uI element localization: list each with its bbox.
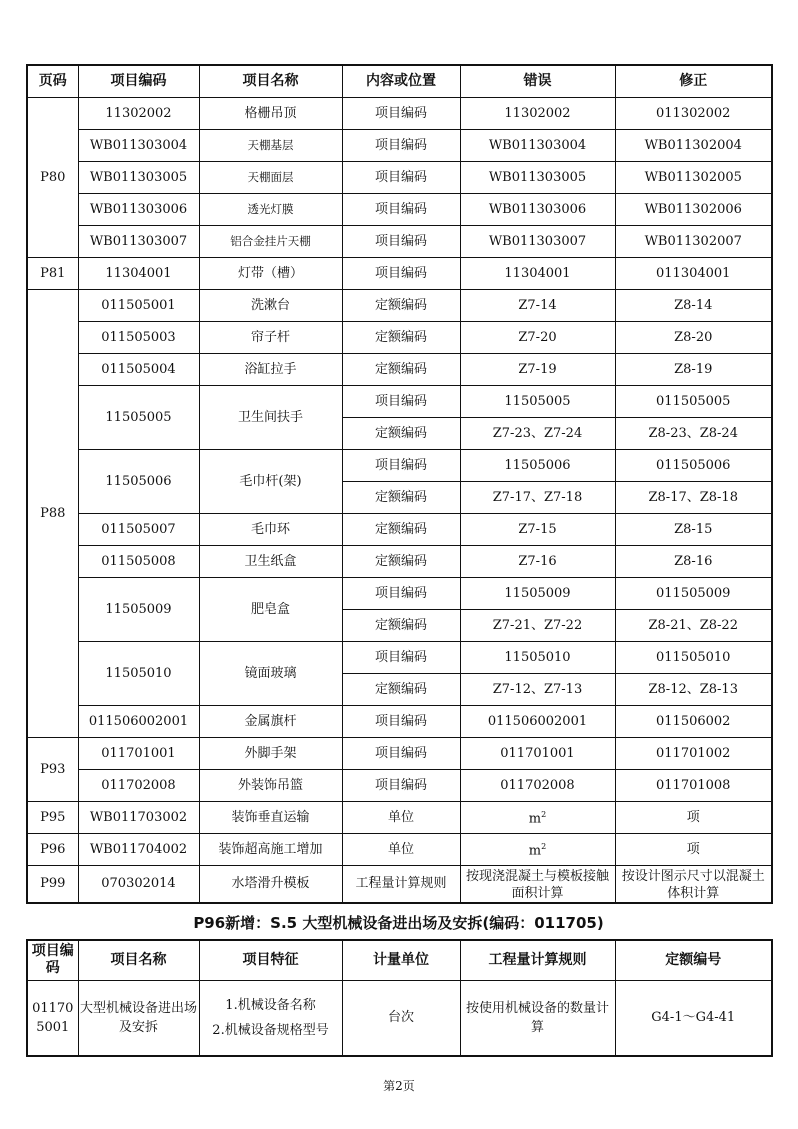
table-row — [27, 577, 772, 609]
wrong-cell: Z7-12、Z7-13 — [460, 673, 615, 705]
wrong-cell: Z7-23、Z7-24 — [460, 417, 615, 449]
new-item-table — [26, 939, 773, 1057]
page-cell: P88 — [27, 289, 78, 737]
location-cell: 项目编码 — [342, 161, 460, 193]
location-cell: 项目编码 — [342, 193, 460, 225]
page-cell: P93 — [27, 737, 78, 801]
code-cell: 11505010 — [78, 641, 199, 705]
table-row — [27, 737, 772, 769]
header-item-feature: 项目特征 — [199, 940, 342, 980]
feature-line-2: 2.机械设备规格型号 — [212, 1022, 329, 1038]
page-cell: P99 — [27, 865, 78, 903]
fix-cell: WB011302007 — [615, 225, 772, 257]
table-row — [27, 193, 772, 225]
header-wrong: 错误 — [460, 65, 615, 97]
unit-superscript: 2 — [541, 842, 547, 852]
table-row — [27, 225, 772, 257]
location-cell: 定额编码 — [342, 481, 460, 513]
wrong-cell: 011506002001 — [460, 705, 615, 737]
table-row — [27, 833, 772, 865]
fix-cell: Z8-16 — [615, 545, 772, 577]
wrong-cell: Z7-19 — [460, 353, 615, 385]
feature-line-1: 1.机械设备名称 — [225, 997, 316, 1013]
location-cell: 项目编码 — [342, 97, 460, 129]
wrong-cell: WB011303007 — [460, 225, 615, 257]
wrong-cell: WB011303006 — [460, 193, 615, 225]
fix-cell: Z8-21、Z8-22 — [615, 609, 772, 641]
location-cell: 项目编码 — [342, 129, 460, 161]
table-row — [27, 257, 772, 289]
code-cell: 011505007 — [78, 513, 199, 545]
name-cell: 装饰垂直运输 — [199, 801, 342, 833]
wrong-cell: 11302002 — [460, 97, 615, 129]
header-code: 项目编码 — [78, 65, 199, 97]
wrong-cell: 11505005 — [460, 385, 615, 417]
name-cell: 镜面玻璃 — [199, 641, 342, 705]
name-cell: 肥皂盒 — [199, 577, 342, 641]
table-row — [27, 97, 772, 129]
page-cell: P96 — [27, 833, 78, 865]
header-page: 页码 — [27, 65, 78, 97]
code-cell: 011702008 — [78, 769, 199, 801]
wrong-cell: 011702008 — [460, 769, 615, 801]
table-row — [27, 353, 772, 385]
wrong-cell: 11505009 — [460, 577, 615, 609]
wrong-cell: Z7-16 — [460, 545, 615, 577]
header-location: 内容或位置 — [342, 65, 460, 97]
name-cell: 洗漱台 — [199, 289, 342, 321]
wrong-cell: Z7-14 — [460, 289, 615, 321]
name-cell: 外脚手架 — [199, 737, 342, 769]
wrong-cell: 11505010 — [460, 641, 615, 673]
fix-cell: WB011302006 — [615, 193, 772, 225]
fix-cell: 011505010 — [615, 641, 772, 673]
fix-cell: 011304001 — [615, 257, 772, 289]
name-cell: 金属旗杆 — [199, 705, 342, 737]
name-cell: 灯带（槽） — [199, 257, 342, 289]
name-cell: 透光灯膜 — [199, 193, 342, 225]
fix-cell: Z8-15 — [615, 513, 772, 545]
wrong-cell: Z7-17、Z7-18 — [460, 481, 615, 513]
code-cell: 011701001 — [78, 737, 199, 769]
name-cell: 毛巾环 — [199, 513, 342, 545]
code-cell: WB011303006 — [78, 193, 199, 225]
fix-cell: 按设计图示尺寸以混凝土体积计算 — [615, 865, 772, 903]
fix-cell: WB011302005 — [615, 161, 772, 193]
location-cell: 定额编码 — [342, 609, 460, 641]
name-cell: 装饰超高施工增加 — [199, 833, 342, 865]
location-cell: 项目编码 — [342, 385, 460, 417]
fix-cell: 011701008 — [615, 769, 772, 801]
section-title: P96新增：S.5 大型机械设备进出场及安拆(编码：011705) — [193, 914, 604, 932]
fix-cell: 项 — [615, 833, 772, 865]
item-feature-cell — [199, 980, 342, 1056]
wrong-cell: WB011303004 — [460, 129, 615, 161]
code-cell: WB011303005 — [78, 161, 199, 193]
code-cell: WB011703002 — [78, 801, 199, 833]
location-cell: 项目编码 — [342, 641, 460, 673]
rule-cell: 按使用机械设备的数量计算 — [460, 980, 615, 1056]
code-cell: 11505005 — [78, 385, 199, 449]
location-cell: 项目编码 — [342, 225, 460, 257]
fix-cell: 011505005 — [615, 385, 772, 417]
location-cell: 定额编码 — [342, 513, 460, 545]
table-header-row — [27, 65, 772, 97]
item-code-cell: 011705001 — [27, 980, 78, 1056]
location-cell: 定额编码 — [342, 545, 460, 577]
header-name: 项目名称 — [199, 65, 342, 97]
code-cell: 11505009 — [78, 577, 199, 641]
fix-cell: 011505009 — [615, 577, 772, 609]
location-cell: 项目编码 — [342, 449, 460, 481]
header-unit: 计量单位 — [342, 940, 460, 980]
page-cell: P81 — [27, 257, 78, 289]
name-cell: 铝合金挂片天棚 — [199, 225, 342, 257]
location-cell: 单位 — [342, 801, 460, 833]
unit-superscript: 2 — [541, 810, 547, 820]
name-cell: 外装饰吊篮 — [199, 769, 342, 801]
code-cell: 070302014 — [78, 865, 199, 903]
table-row — [27, 449, 772, 481]
fix-cell: Z8-12、Z8-13 — [615, 673, 772, 705]
location-cell: 工程量计算规则 — [342, 865, 460, 903]
table-row — [27, 321, 772, 353]
code-cell: 011506002001 — [78, 705, 199, 737]
name-cell: 天棚面层 — [199, 161, 342, 193]
code-cell: 011505001 — [78, 289, 199, 321]
page-cell: P80 — [27, 97, 78, 257]
table-row — [27, 769, 772, 801]
wrong-cell: Z7-20 — [460, 321, 615, 353]
fix-cell: 项 — [615, 801, 772, 833]
fix-cell: Z8-19 — [615, 353, 772, 385]
table-row — [27, 129, 772, 161]
quota-cell: G4-1～G4-41 — [615, 980, 772, 1056]
code-cell: 11304001 — [78, 257, 199, 289]
location-cell: 定额编码 — [342, 289, 460, 321]
unit-base: m — [528, 811, 542, 827]
fix-cell: Z8-20 — [615, 321, 772, 353]
code-cell: WB011704002 — [78, 833, 199, 865]
location-cell: 项目编码 — [342, 769, 460, 801]
header-rule: 工程量计算规则 — [460, 940, 615, 980]
table-row — [27, 865, 772, 903]
table-row — [27, 641, 772, 673]
table-row — [27, 980, 772, 1056]
name-cell: 毛巾杆(架) — [199, 449, 342, 513]
code-cell: 011505004 — [78, 353, 199, 385]
location-cell: 项目编码 — [342, 705, 460, 737]
table-row — [27, 161, 772, 193]
code-cell: WB011303007 — [78, 225, 199, 257]
header-quota: 定额编号 — [615, 940, 772, 980]
fix-cell: 011506002 — [615, 705, 772, 737]
wrong-cell: WB011303005 — [460, 161, 615, 193]
fix-cell: 011701002 — [615, 737, 772, 769]
fix-cell: 011505006 — [615, 449, 772, 481]
table-row — [27, 289, 772, 321]
unit-base: m — [528, 843, 542, 859]
wrong-cell: 11304001 — [460, 257, 615, 289]
table-row — [27, 385, 772, 417]
wrong-cell: 按现浇混凝土与模板接触面积计算 — [460, 865, 615, 903]
item-name-cell: 大型机械设备进出场及安拆 — [78, 980, 199, 1056]
location-cell: 定额编码 — [342, 417, 460, 449]
fix-cell: Z8-23、Z8-24 — [615, 417, 772, 449]
code-cell: 11505006 — [78, 449, 199, 513]
name-cell: 卫生间扶手 — [199, 385, 342, 449]
fix-cell: WB011302004 — [615, 129, 772, 161]
location-cell: 定额编码 — [342, 353, 460, 385]
name-cell: 格栅吊顶 — [199, 97, 342, 129]
fix-cell: Z8-17、Z8-18 — [615, 481, 772, 513]
code-cell: 11302002 — [78, 97, 199, 129]
wrong-cell — [460, 833, 615, 865]
new-table-header-row — [27, 940, 772, 980]
code-cell: 011505003 — [78, 321, 199, 353]
fix-cell: Z8-14 — [615, 289, 772, 321]
name-cell: 卫生纸盒 — [199, 545, 342, 577]
name-cell: 浴缸拉手 — [199, 353, 342, 385]
table-row — [27, 801, 772, 833]
page-cell: P95 — [27, 801, 78, 833]
code-cell: 011505008 — [78, 545, 199, 577]
correction-table — [26, 64, 773, 904]
unit-cell: 台次 — [342, 980, 460, 1056]
location-cell: 定额编码 — [342, 321, 460, 353]
table-row — [27, 705, 772, 737]
fix-cell: 011302002 — [615, 97, 772, 129]
header-item-name: 项目名称 — [78, 940, 199, 980]
location-cell: 项目编码 — [342, 577, 460, 609]
name-cell: 天棚基层 — [199, 129, 342, 161]
header-item-code: 项目编码 — [27, 940, 78, 980]
location-cell: 项目编码 — [342, 257, 460, 289]
wrong-cell: Z7-15 — [460, 513, 615, 545]
name-cell: 水塔滑升模板 — [199, 865, 342, 903]
name-cell: 帘子杆 — [199, 321, 342, 353]
location-cell: 单位 — [342, 833, 460, 865]
table-row — [27, 513, 772, 545]
table-row — [27, 545, 772, 577]
page-footer: 第2页 — [383, 1079, 415, 1093]
location-cell: 项目编码 — [342, 737, 460, 769]
code-cell: WB011303004 — [78, 129, 199, 161]
header-fix: 修正 — [615, 65, 772, 97]
location-cell: 定额编码 — [342, 673, 460, 705]
wrong-cell: 011701001 — [460, 737, 615, 769]
wrong-cell: 11505006 — [460, 449, 615, 481]
wrong-cell — [460, 801, 615, 833]
wrong-cell: Z7-21、Z7-22 — [460, 609, 615, 641]
